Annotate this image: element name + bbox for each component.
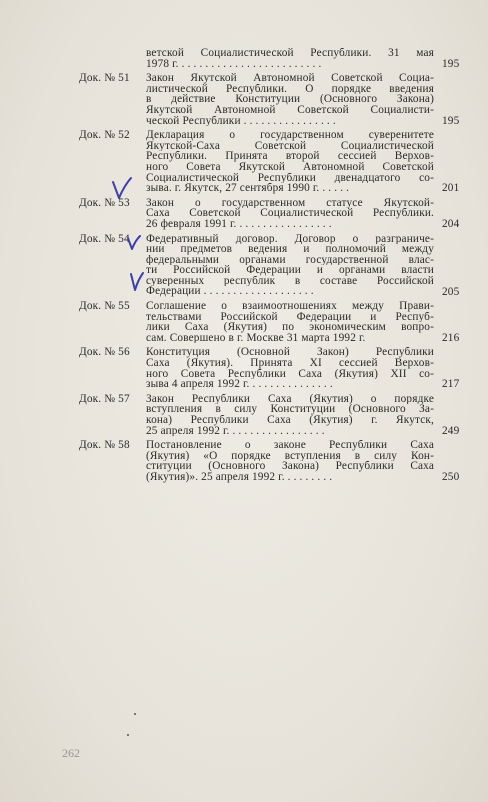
document-label: Док. № 55 [79,300,130,313]
document-label: Док. № 58 [79,439,130,452]
entry-page-number: 204 [442,217,460,230]
entry-title [146,347,434,389]
entry-line: Закон о государственном статусе Якутской- [146,197,434,209]
entry-line: вступления в силу Конституции (Основного За- [146,404,434,415]
entry-line: 25 апреля 1992 г. . . . . . . . . . . . . . . . . [146,425,325,437]
entry-line: тельствами Российской Федерации и Респуб- [146,311,434,323]
table-of-contents [0,48,488,487]
entry-line: Закон Якутской Автономной Советской Социа- [146,73,434,84]
entry-line: Декларация о государственном суверенитете [146,130,434,141]
entry-line: ти Российской Федерации и органами власти [146,265,434,276]
entry-line: лики Саха (Якутия) по экономическим вопро- [146,322,434,333]
entry-line: ческой Республики . . . . . . . . . . . . . . . . [146,115,336,127]
entry-line: Соглашение о взаимоотношениях между Прави- [146,301,434,312]
checkmark-icon [110,176,134,202]
entry-line: Конституция (Основной Закон) Республики [146,347,434,359]
entry-title [146,394,434,436]
entry-line: Якутской Автономной Советской Социалисти- [146,104,434,116]
document-label: Док. № 57 [79,392,130,405]
document-label: Док. № 52 [79,129,130,142]
entry-line: (Якутия) «О порядке вступления в силу Кон- [146,450,434,462]
entry-page-number: 205 [442,285,460,298]
entry-page-number: 216 [442,331,460,344]
toc-entry [0,130,488,194]
entry-line: ного Совета Республики Саха (Якутия) XII со- [146,368,434,380]
document-label: Док. № 53 [79,196,130,209]
toc-entry [0,198,488,230]
document-label: Док. № 54 [79,232,130,245]
entry-line: Республики. Принята второй сессией Верхов- [146,151,434,162]
entry-line: 1978 г. . . . . . . . . . . . . . . . . . . . . . . . . [146,58,322,70]
entry-line: Закон Республики Саха (Якутия) о порядке [146,393,434,405]
document-label: Док. № 51 [79,72,130,85]
toc-entry [0,234,488,298]
document-label: Док. № 56 [79,346,130,359]
entry-line: ного Совета Якутской Автономной Советской [146,161,434,173]
bleed-through-text [142,710,372,750]
entry-line: федеральными органами государственной влас- [146,254,434,266]
page-number: 262 [62,746,80,760]
entry-line: Якутской-Саха Советской Социалистической [146,140,434,152]
entry-page-number: 217 [442,378,460,391]
entry-title [146,440,434,482]
toc-entry [0,440,488,482]
checkmark-icon [129,271,145,293]
entry-page-number: 195 [442,114,460,127]
speck [127,734,129,736]
entry-line: ветской Социалистической Республики. 31 мая [146,48,434,59]
entry-title [146,48,434,69]
entry-line: Федеративный договор. Договор о разграниче- [146,233,434,245]
entry-line: листической Республики. О порядке введения [146,83,434,95]
checkmark-icon [126,234,142,252]
toc-entry [0,48,488,69]
entry-line: сам. Совершено в г. Москве 31 марта 1992 г. [146,332,366,344]
entry-line: (Якутия)». 25 апреля 1992 г. . . . . . . . . [146,471,333,483]
entry-line: в действие Конституции (Основного Закона) [146,94,434,105]
entry-line: зыва 4 апреля 1992 г. . . . . . . . . . . . . . . [146,379,333,390]
entry-page-number: 249 [442,424,460,437]
entry-line: 26 февраля 1991 г. . . . . . . . . . . . . . . . . [146,218,332,230]
entry-line: суверенных республик в составе Российской [146,275,434,287]
entry-page-number: 195 [442,57,460,70]
entry-page-number: 250 [442,470,460,483]
entry-line: Социалистической Республики двенадцатого со- [146,172,434,184]
entry-title [146,234,434,298]
toc-entry [0,301,488,343]
entry-line: Федерации . . . . . . . . . . . . . . . . . . . [146,286,314,298]
toc-entry [0,347,488,389]
entry-page-number: 201 [442,182,460,195]
entry-line: нии предметов ведения и полномочий между [146,244,434,255]
entry-line: Саха Советской Социалистической Республики. [146,208,434,219]
entry-line: Саха (Якутия). Принята XI сессией Верхов- [146,358,434,369]
entry-title [146,198,434,230]
entry-title [146,73,434,126]
speck [134,713,136,715]
entry-line: зыва. г. Якутск, 27 сентября 1990 г. . . . . . [146,183,350,194]
entry-title [146,130,434,194]
toc-entry [0,394,488,436]
entry-line: кона) Республики Саха (Якутия) г. Якутск, [146,415,434,426]
entry-line: ституции (Основного Закона) Республики Саха [146,461,434,472]
entry-title [146,301,434,343]
toc-entry [0,73,488,126]
entry-line: Постановление о законе Республики Саха [146,440,434,451]
